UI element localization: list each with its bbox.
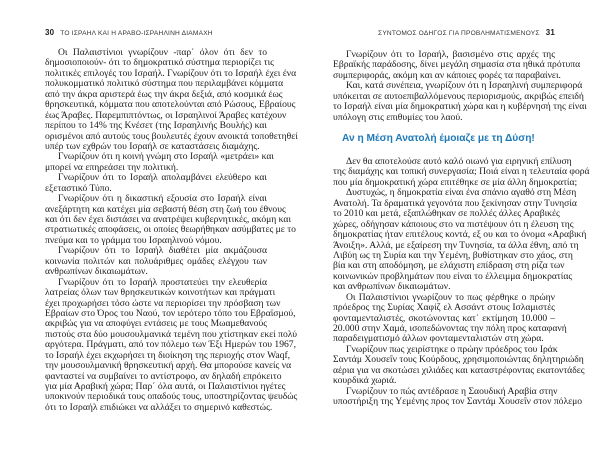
- text-line: βία και στη αποδόμηση, με ελάχιστη επίδραση στη ρίζα των: [333, 260, 565, 272]
- text-line: την μουσουλμανική θρησκευτική αρχή. Θα μπορούσε κανείς να: [45, 360, 292, 372]
- text-line: 20.000 στην Χαμά, ισοπεδώνοντας την πόλη προς καταφανή: [333, 323, 567, 334]
- text-line: Δυστυχώς, η δημοκρατία είναι ένα σπάνιο αγαθό στη Μέση: [346, 187, 577, 199]
- text-line: λατρείας όλων των θρησκευτικών κοινοτήτων και πράγματι: [45, 287, 276, 299]
- paragraph: [45, 47, 298, 152]
- text-line: Γνωρίζουν ότι το Ισραήλ προστατεύει την ελευθερία: [58, 276, 267, 288]
- text-line: κοινωνία πολιτών και πολυάριθμες ομάδες ελέγχου των: [45, 255, 267, 267]
- text-line: Δεν θα αποτελούσε αυτό καλό οιωνό για ειρηνική επίλυση: [346, 156, 572, 167]
- text-line: και ότι δεν έχει διστάσει να ανατρέψει κυβερνητικές, ακόμη και: [45, 214, 292, 225]
- text-line: Ανατολή. Τα δραματικά γεγονότα που ξεκίνησαν στην Τυνησία: [333, 197, 577, 209]
- text-line: ανθρωπίνων δικαιωμάτων.: [45, 266, 148, 278]
- text-line: αργότερα. Πράγματι, από τον πόλεμο των Έξι Ημερών του 1967,: [45, 339, 296, 351]
- running-header-title: ΤΟ ΙΣΡΑΗΛ ΚΑΙ Η ΑΡΑΒΟ-ΙΣΡΑΗΛΙΝΗ ΔΙΑΜΑΧΗ: [60, 30, 213, 37]
- text-line: θρησκευτικά, κόμματα που αποτελούνται από Ρώσους, Εβραίους: [45, 99, 296, 111]
- text-line: υποστήριξη της Υεμένης προς τον Σαντάμ Χουσεΐν στον πόλεμο: [333, 396, 583, 408]
- text-line: Και, κατά συνέπεια, γνωρίζουν ότι η Ισραηλινή συμπεριφορά: [346, 80, 583, 92]
- text-line: Οι Παλαιστίνιοι γνωρίζουν -παρ΄ όλον ότι δεν το: [58, 47, 267, 58]
- text-line: για μία Αραβική χώρα; Παρ΄ όλα αυτά, οι Παλαιστίνιοι ηγέτες: [45, 381, 286, 392]
- paragraph: [333, 385, 583, 408]
- paragraph: [45, 173, 267, 194]
- text-line: χώρες, οδήγησαν κάποιους στο να πιστέψουν ότι η έλευση της: [333, 218, 574, 230]
- paragraph: [333, 80, 587, 123]
- running-header-title: ΣΥΝΤΟΜΟΣ ΟΔΗΓΟΣ ΓΙΑ ΠΡΟΒΛΗΜΑΤΙΣΜΕΝΟΥΣ: [378, 30, 540, 37]
- text-line: Γνωρίζουν το πώς αντέδρασε η Σαουδική Αραβία στην: [346, 385, 558, 397]
- text-line: Σαντάμ Χουσεΐν τους Κούρδους, χρησιμοποιώντας δηλητηριώδη: [333, 354, 584, 366]
- running-header-right: [378, 28, 555, 37]
- text-line: το Ισραήλ έχει εκχωρήσει τη διοίκηση της περιοχής στον Waqf,: [45, 349, 291, 361]
- text-line: από την άκρα αριστερά έως την άκρα δεξιά, από κοσμικά έως: [45, 88, 283, 100]
- text-line: δημοκρατίας ήταν επιτέλους κοντά, εξ ου και το όνομα «Αραβική: [333, 229, 587, 241]
- text-line: φονταμενταλιστές, σκοτώνοντας κατ΄ εκτίμηση 10.000 –: [333, 312, 555, 324]
- paragraph: [333, 156, 590, 188]
- text-line: έχει προχωρήσει τόσο ώστε να περιορίσει την πρόσβαση των: [45, 297, 281, 309]
- text-line: υπόκειται σε αυτοεπιβαλλόμενους περιορισμούς, ακριβώς επειδή: [333, 90, 584, 102]
- text-line: και ανθρωπίνων δικαιωμάτων.: [333, 281, 451, 293]
- section-heading: Αν η Μέση Ανατολή έμοιαζε με τη Δύση!: [342, 133, 535, 144]
- paragraph: [45, 276, 298, 414]
- text-line: Γνωρίζουν ότι η δικαστική εξουσία στο Ισραήλ είναι: [58, 193, 267, 205]
- text-line: ορισμένοι από αυτούς τους βουλευτές έχουν ανοικτά τοποθετηθεί: [45, 130, 298, 142]
- text-line: δημοσιοποιούν- ότι το δημοκρατικό σύστημα περιορίζει τις: [45, 57, 274, 69]
- right-body-text-top: [333, 49, 587, 123]
- text-line: πολιτικές επιλογές του Ισραήλ. Γνωρίζουν ότι το Ισραήλ έχει ένα: [45, 67, 297, 79]
- paragraph: [45, 246, 267, 277]
- text-line: Γνωρίζουν ότι το Ισραήλ διαθέτει μία ακμάζουσα: [58, 245, 267, 257]
- text-line: Άνοιξη». Αλλά, με εξαίρεση την Τυνησία, τα άλλα έθνη, από τη: [333, 239, 579, 251]
- text-line: πιστούς στα δύο μουσουλμανικά τεμένη που χτίστηκαν εκεί πολύ: [45, 328, 298, 340]
- text-line: Εβραϊκής παράδοσης, δίνει μεγάλη σημασία στα ηθικά πρότυπα: [333, 59, 581, 71]
- text-line: Γνωρίζουν πως χειρίστηκε ο πρώην πρόεδρος του Ιράκ: [346, 343, 558, 355]
- paragraph: [45, 151, 274, 173]
- left-body-text: [45, 47, 298, 413]
- text-line: Γνωρίζουν ότι το Ισραήλ απολαμβάνει ελεύθερο και: [58, 172, 267, 184]
- text-line: περίπου το 14% της Κνέσετ (της Ισραηλινής Βουλής) και: [45, 120, 267, 132]
- text-line: ακριβώς για να αποφύγει εντάσεις με τους Μωαμεθανούς: [45, 318, 267, 330]
- text-line: Οι Παλαιστίνιοι γνωρίζουν το πως φέρθηκε ο πρώην: [346, 291, 555, 303]
- page-number: 30: [45, 28, 55, 37]
- text-line: ότι το Ισραήλ επιδιώκει να αλλάξει το σημερινό καθεστώς.: [45, 401, 273, 413]
- text-line: υπέρ των εχθρών του Ισραήλ σε καταστάσεις διαμάχης.: [45, 140, 260, 152]
- text-line: πνεύμα και το γράμμα του Ισραηλινού νόμου.: [45, 234, 222, 246]
- paragraph: [333, 343, 585, 387]
- text-line: υποκινούν περιοδικά τους οπαδούς τους, υποστηρίζοντας ψευδώς: [45, 391, 298, 403]
- text-line: υπόλογη στις επιθυμίες του λαού.: [333, 111, 463, 123]
- text-line: το Ισραήλ είναι μία δημοκρατική χώρα και η κυβέρνησή της είναι: [333, 101, 587, 113]
- text-line: πολυκομματικό πολιτικό σύστημα που περιλαμβάνει κόμματα: [45, 78, 284, 90]
- text-line: Γνωρίζουν ότι η κοινή γνώμη στο Ισραήλ «μετράει» και: [58, 151, 274, 163]
- text-line: μπορεί να επηρεάσει την πολιτική.: [45, 161, 179, 173]
- text-line: παραδειγματισμό άλλων φονταμενταλιστών στη χώρα.: [333, 333, 544, 345]
- paragraph: [45, 193, 296, 246]
- text-line: αέρια για να σκοτώσει χιλιάδες και καταστρέφοντας εκατοντάδες: [333, 364, 585, 376]
- paragraph: [333, 187, 587, 293]
- text-line: Γνωρίζουν ότι το Ισραήλ, βασισμένο στις αρχές της: [346, 49, 555, 60]
- text-line: έως Άραβες. Παρεμπιπτόντως, οι Ισραηλινοί Άραβες κατέχουν: [45, 109, 287, 121]
- right-body-text-bottom: [333, 156, 590, 408]
- text-line: συμπεριφοράς, ακόμη και αν κάποιες φορές τα παραβαίνει.: [333, 69, 561, 81]
- text-line: που μία δημοκρατική χώρα επιτέθηκε σε μία άλλη δημοκρατία;: [333, 176, 578, 188]
- text-line: κουρδικά χωριά.: [333, 375, 397, 387]
- text-line: το 2010 και μετά, εξαπλώθηκαν σε πολλές άλλες Αραβικές: [333, 208, 560, 220]
- text-line: Εβραίων στο Όρος του Ναού, τον ιερότερο τόπο του Εβραϊσμού,: [45, 307, 296, 319]
- text-line: κοινωνικών προβλημάτων που είναι το έλλειμμα δημοκρατίας: [333, 270, 573, 282]
- text-line: στρατιωτικές αποφάσεις, οι οποίες θεωρήθηκαν ασύμβατες με το: [45, 224, 296, 236]
- paragraph: [333, 49, 581, 81]
- text-line: Λιβύη ως τη Συρία και την Υεμένη, βυθίστηκαν στο χάος, στη: [333, 249, 573, 261]
- text-line: πρόεδρος της Συρίας Χαφίζ ελ Ασσάντ στους Ισλαμιστές: [333, 302, 555, 314]
- text-line: της διαμάχης και τοπική συνεργασία; Ποιά είναι η τελευταία φορά: [333, 166, 590, 178]
- page-number: 31: [545, 28, 555, 37]
- text-line: φανταστεί να συμβαίνει το αντίστροφο, αν δηλαδή επρόκειτο: [45, 370, 282, 382]
- running-header-left: [45, 28, 213, 37]
- text-line: εξεταστικό Τύπο.: [45, 182, 112, 194]
- text-line: ανεξάρτητη και κατέχει μία σεβαστή θέση στη ζωή του έθνους: [45, 203, 286, 215]
- paragraph: [333, 291, 567, 345]
